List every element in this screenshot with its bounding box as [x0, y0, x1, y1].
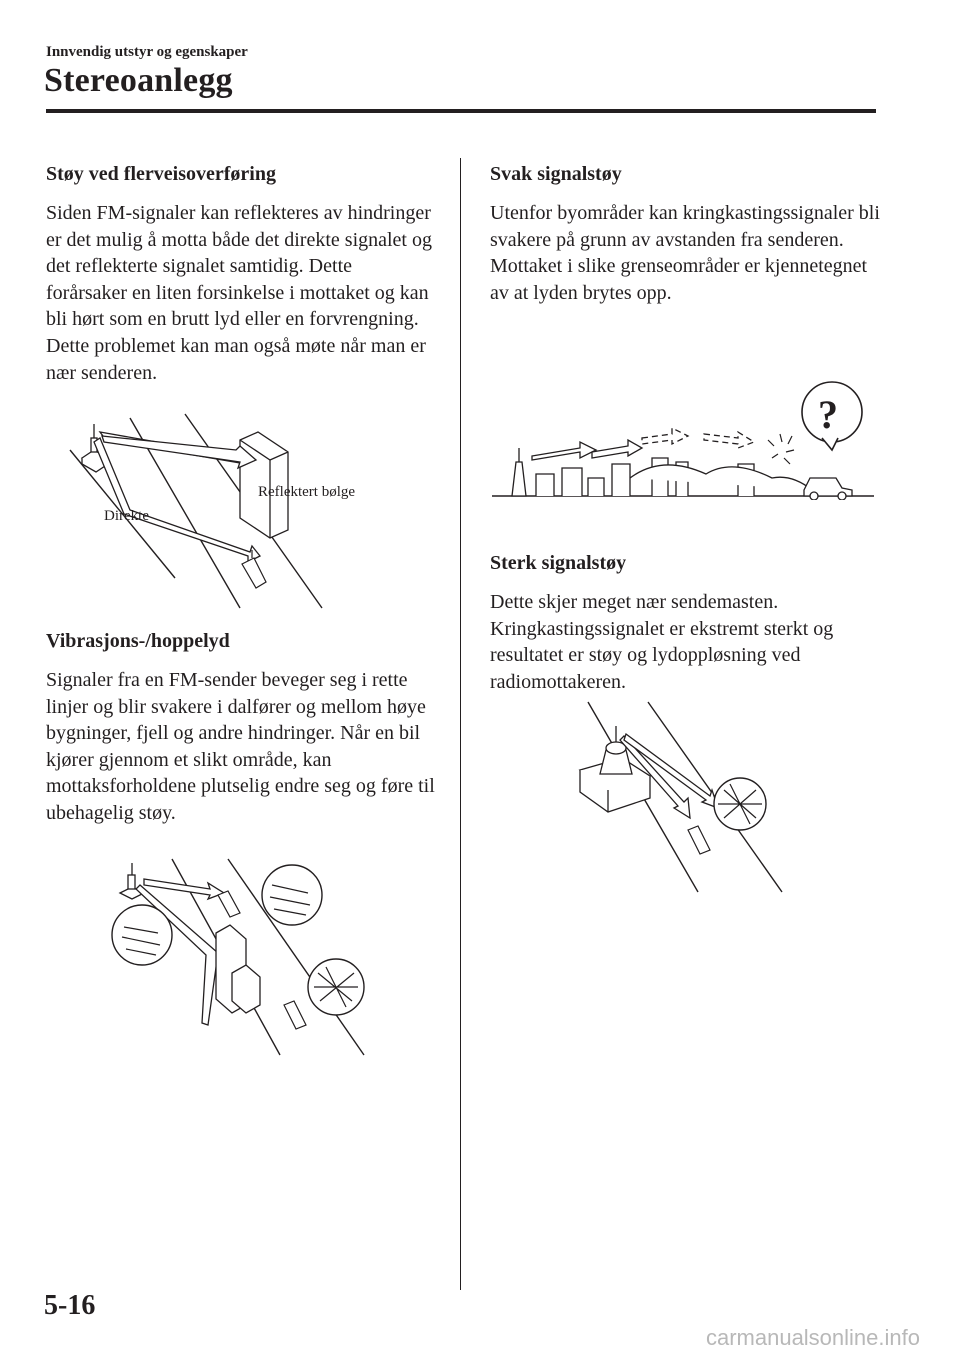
- building-icon: [216, 925, 260, 1013]
- svg-text:?: ?: [818, 392, 838, 437]
- heading-weak-signal: Svak signalstøy: [490, 163, 622, 185]
- label-direct: Direkte: [104, 508, 149, 524]
- weak-signal-figure: [492, 378, 876, 500]
- heading-multipath: Støy ved flerveisoverføring: [46, 163, 276, 185]
- vibration-figure: [100, 855, 380, 1060]
- paragraph-weak-signal: Utenfor byområder kan kringkastingssignaler bli svakere på grunn av avstanden fra senderen. Mottaket i slike grenseområder er kjennetegnet av at lyden brytes opp.: [490, 202, 880, 304]
- header-rule: [46, 109, 876, 113]
- multipath-figure: [60, 410, 360, 615]
- car-icon: [688, 826, 710, 854]
- city-skyline: [536, 458, 812, 496]
- strong-signal-figure: [578, 700, 788, 895]
- page-number: 5-16: [44, 1290, 96, 1321]
- transmitter-tower-icon: [512, 448, 526, 496]
- label-reflected: Reflektert bølge: [258, 484, 356, 500]
- heading-strong-signal: Sterk signalstøy: [490, 552, 627, 574]
- page-title: Stereoanlegg: [44, 62, 233, 99]
- paragraph-vibration: Signaler fra en FM-sender beveger seg i rette linjer og blir svakere i dalfører og mellom høye bygninger, fjell og andre hindringer. Når en bil kjører gjennom et slikt område, kan mottaksforholdene plutselig endre seg og føre til ubehagelig støy.: [46, 669, 435, 824]
- column-divider: [460, 158, 461, 1290]
- section-label: Innvendig utstyr og egenskaper: [46, 44, 248, 60]
- paragraph-strong-signal: Dette skjer meget nær sendemasten. Kringkastingssignalet er ekstremt sterkt og resultatet er støy og lydoppløsning ved radiomottakeren.: [490, 591, 834, 693]
- transmitter-tower-icon: [580, 726, 650, 812]
- watermark: carmanualsonline.info: [705, 1325, 920, 1350]
- paragraph-multipath: Siden FM-signaler kan reflekteres av hindringer er det mulig å motta både det direkte signalet og det reflekterte signalet samtidig. Dette forårsaker en liten forsinkelse i mottaket og kan bli hørt som en brutt lyd eller en forvrengning. Dette problemet kan man også møte når man er nær senderen.: [46, 202, 432, 384]
- heading-vibration: Vibrasjons-/hoppelyd: [46, 630, 230, 652]
